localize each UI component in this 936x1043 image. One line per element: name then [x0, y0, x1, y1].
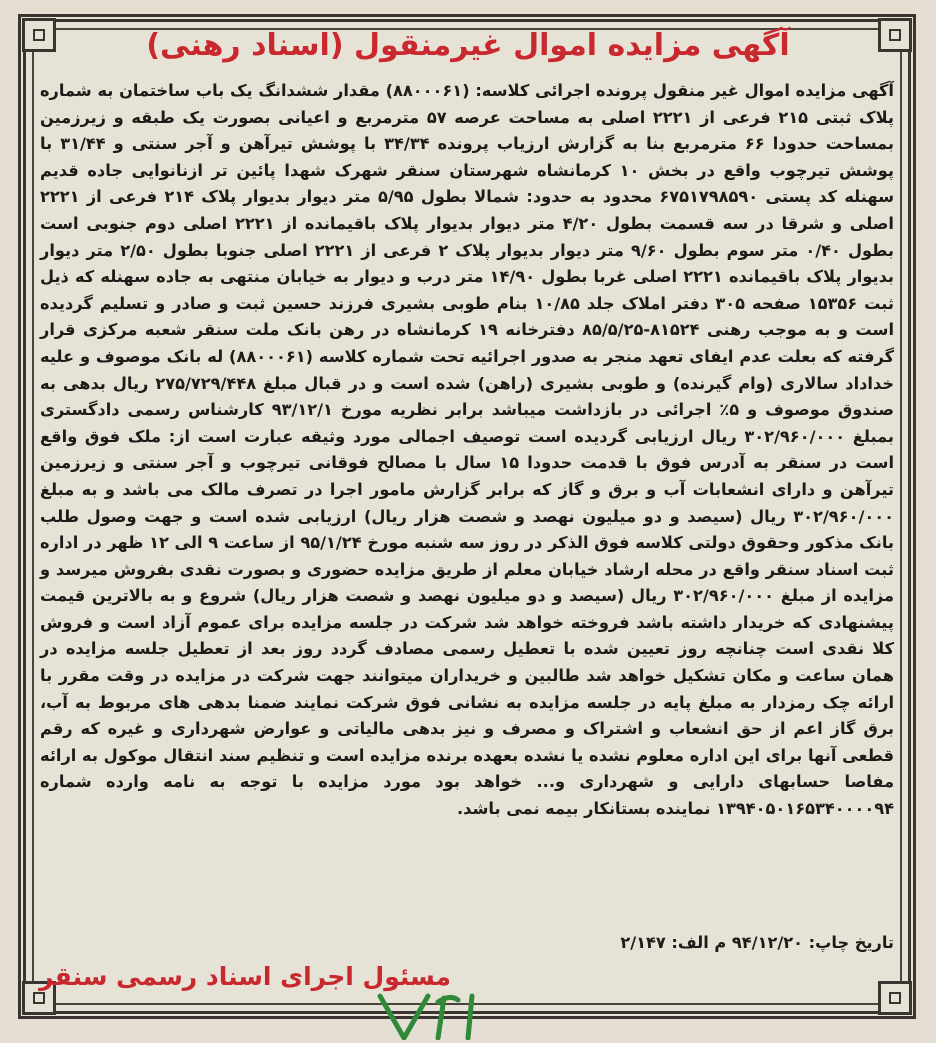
handwritten-number-mark — [340, 990, 490, 1040]
handwritten-number — [340, 990, 490, 1043]
notice-body: آگهی مزایده اموال غیر منقول پرونده اجرائی کلاسه: (۸۸۰۰۰۶۱) مقدار ششدانگ یک باب ساختمان به شماره پلاک ثبتی ۲۱۵ فرعی از ۲۲۲۱ اصلی به مساحت عرصه ۵۷ مترمربع و اعیانی بصورت یک طبقه و زیرزمین بمساحت حدودا ۶۶ مترمربع بنا به گزارش ارزیاب پرونده ۳۴/۳۴ با پوشش تیرآهن و آجر سنتی و ۳۱/۴۴ با پوشش تیرچوب واقع در بخش ۱۰ کرمانشاه شهرستان سنقر شهرک شهدا پائین تر ازنانوایی جاده قدیم سهنله کد پستی ۶۷۵۱۷۹۸۵۹۰ محدود به حدود: شمالا بطول ۵/۹۵ متر دیوار بدیوار پلاک ۲۱۴ فرعی از ۲۲۲۱ اصلی و شرقا در سه قسمت بطول ۴/۲۰ متر دیوار بدیوار پلاک باقیمانده از ۲۲۲۱ اصلی دوم جنوبی است بطول ۰/۴۰ متر سوم بطول ۹/۶۰ متر دیوار بدیوار پلاک ۲ فرعی از ۲۲۲۱ اصلی جنوبا بطول ۲/۵۰ متر دیوار بدیوار پلاک باقیمانده ۲۲۲۱ اصلی غربا بطول ۱۴/۹۰ متر درب و دیوار به خیابان منتهی به جاده سهنله که ذیل ثبت ۱۵۳۵۶ صفحه ۳۰۵ دفتر املاک جلد ۱۰/۸۵ بنام طوبی بشیری فرزند حسین ثبت و صادر و تسلیم گردیده است و به موجب رهنی ۸۱۵۲۴-۸۵/۵/۲۵ دفترخانه ۱۹ کرمانشاه در رهن بانک ملت سنقر شعبه مرکزی قرار گرفته که بعلت عدم ایفای تعهد منجر به صدور اجرائیه تحت شماره کلاسه (۸۸۰۰۰۶۱) له بانک موصوف و علیه خداداد سالاری (وام گیرنده) و طوبی بشیری (راهن) شده است و در قبال مبلغ ۲۷۵/۷۲۹/۴۴۸ ریال بدهی به صندوق موصوف و ۵٪ اجرائی در بازداشت میباشد برابر نظریه مورخ ۹۳/۱۲/۱ کارشناس رسمی دادگستری بمبلغ ۳۰۲/۹۶۰/۰۰۰ ریال ارزیابی گردیده است توصیف اجمالی مورد وثیقه عبارت است از: ملک فوق واقع است در سنقر به آدرس فوق با قدمت حدودا ۱۵ سال با مصالح فوقانی تیرچوب و آجر سنتی و زیرزمین تیرآهن و دارای انشعابات آب و برق و گاز که برابر گزارش مامور اجرا در تصرف مالک می باشد و به مبلغ ۳۰۲/۹۶۰/۰۰۰ ریال (سیصد و دو میلیون نهصد و شصت هزار ریال) ارزیابی شده است و جهت وصول طلب بانک مذکور وحقوق دولتی کلاسه فوق الذکر در روز سه شنبه مورخ ۹۵/۱/۲۴ از ساعت ۹ الی ۱۲ ظهر در اداره ثبت اسناد سنقر واقع در محله ارشاد خیابان معلم از طریق مزایده حضوری و بصورت نقدی بفروش میرسد و مزایده از مبلغ ۳۰۲/۹۶۰/۰۰۰ ریال (سیصد و دو میلیون نهصد و شصت هزار ریال) شروع و به بالاترین قیمت پیشنهادی که خریدار داشته باشد فروخته خواهد شد شرکت در جلسه مزایده برای عموم آزاد است و فروش کلا نقدی است چنانچه روز تعیین شده با تعطیل رسمی مصادف گردد روز بعد از تعطیل جلسه مزایده در همان ساعت و مکان تشکیل خواهد شد طالبین و خریداران میتوانند جهت شرکت در مزایده در وقت مقرر با ارائه چک رمزدار به مبلغ پایه در جلسه مزایده به نشانی فوق شرکت نمایند ضمنا بدهی های مربوط به آب، برق گاز اعم از حق انشعاب و اشتراک و مصرف و نیز بدهی مالیاتی و عوارض شهرداری و غیره که رقم قطعی آنها برای این اداره معلوم نشده یا نشده بعهده برنده مزایده است و تنظیم سند انتقال موکول به ارائه مفاصا حسابهای دارایی و شهرداری و... خواهد بود مورد مزایده با توجه به نامه وارده شماره ۱۳۹۴۰۵۰۱۶۵۳۴۰۰۰۰۹۴ نماینده بستانکار بیمه نمی باشد. — [40, 81, 895, 819]
corner-ornament — [878, 981, 912, 1015]
print-date-line: تاریخ چاپ: ۹۴/۱۲/۲۰ م الف: ۲/۱۴۷ — [620, 933, 894, 952]
notice-title: آگهی مزایده اموال غیرمنقول (اسناد رهنی) — [146, 28, 790, 63]
signature-line: مسئول اجرای اسناد رسمی سنقر — [39, 962, 451, 991]
